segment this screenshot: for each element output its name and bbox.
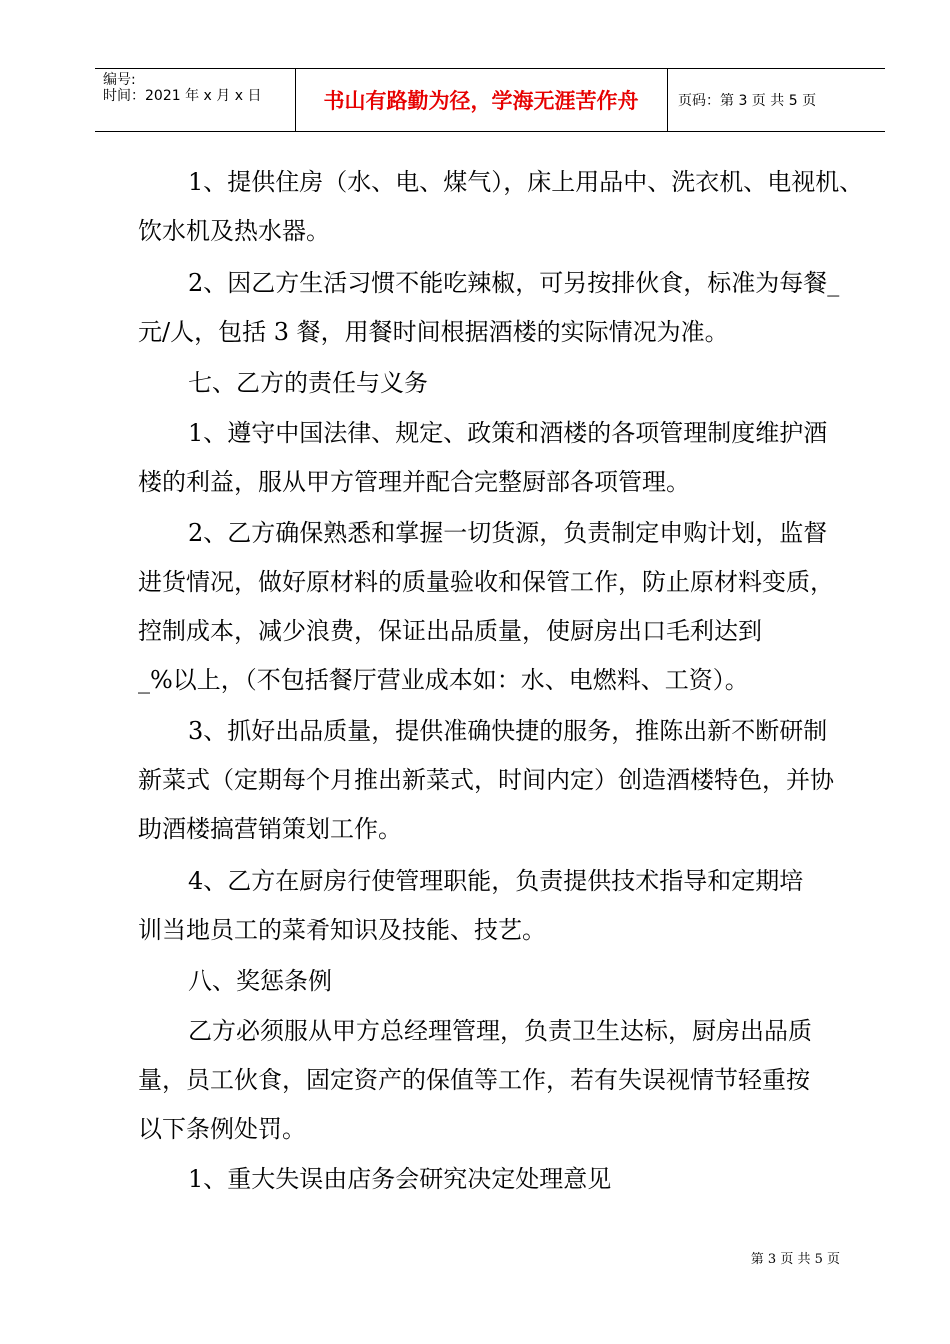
time-label: 时间：2021 年 x 月 x 日 (103, 88, 262, 104)
body-line: 元/人，包括 3 餐，用餐时间根据酒楼的实际情况为准。 (138, 318, 729, 346)
body-line: _%以上，（不包括餐厅营业成本如：水、电燃料、工资）。 (138, 666, 749, 694)
page-header (95, 68, 885, 132)
header-motto: 书山有路勤为径，学海无涯苦作舟 (295, 69, 668, 131)
footer-page-info: 第 3 页 共 5 页 (750, 1252, 840, 1267)
body-line: 3、抓好出品质量，提供准确快捷的服务，推陈出新不断研制 (188, 717, 828, 745)
header-page-info: 页码：第 3 页 共 5 页 (678, 93, 817, 109)
header-meta (95, 69, 296, 131)
body-line: 乙方必须服从甲方总经理管理，负责卫生达标，厨房出品质 (188, 1017, 812, 1045)
body-line: 2、乙方确保熟悉和掌握一切货源，负责制定申购计划，监督 (188, 519, 828, 547)
body-line: 进货情况，做好原材料的质量验收和保管工作，防止原材料变质， (138, 568, 834, 596)
body-line: 助酒楼搞营销策划工作。 (138, 815, 402, 843)
body-line: 1、提供住房（水、电、煤气），床上用品中、洗衣机、电视机、 (188, 168, 864, 196)
body-line: 训当地员工的菜肴知识及技能、技艺。 (138, 916, 546, 944)
body-line: 以下条例处罚。 (138, 1115, 306, 1143)
body-line: 控制成本，减少浪费，保证出品质量，使厨房出口毛利达到 (138, 617, 762, 645)
body-line: 2、因乙方生活习惯不能吃辣椒，可另按排伙食，标准为每餐_ (188, 269, 840, 297)
body-line: 新菜式（定期每个月推出新菜式，时间内定）创造酒楼特色，并协 (138, 766, 834, 794)
body-line: 1、重大失误由店务会研究决定处理意见 (188, 1165, 612, 1193)
section-heading: 八、奖惩条例 (188, 967, 332, 995)
body-line: 4、乙方在厨房行使管理职能，负责提供技术指导和定期培 (188, 867, 804, 895)
body-line: 楼的利益，服从甲方管理并配合完整厨部各项管理。 (138, 468, 690, 496)
section-heading: 七、乙方的责任与义务 (188, 369, 428, 397)
body-line: 饮水机及热水器。 (138, 217, 330, 245)
body-line: 量，员工伙食，固定资产的保值等工作，若有失误视情节轻重按 (138, 1066, 810, 1094)
serial-label: 编号: (103, 72, 136, 88)
body-line: 1、遵守中国法律、规定、政策和酒楼的各项管理制度维护酒 (188, 419, 828, 447)
